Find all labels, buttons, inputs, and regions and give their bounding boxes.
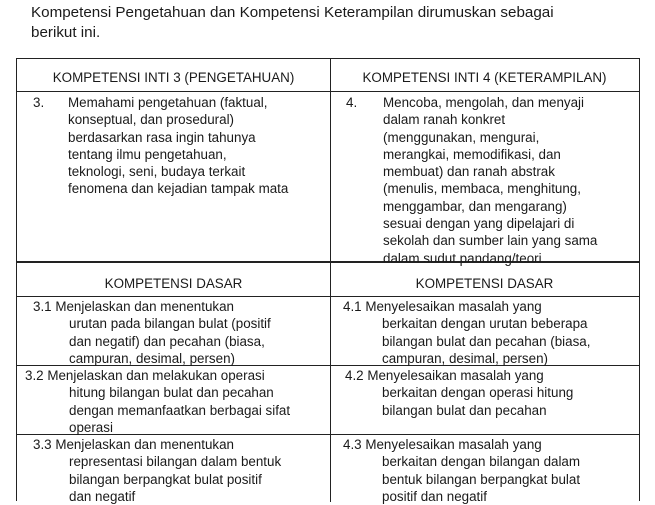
ki-column-divider	[330, 59, 331, 261]
ki3-line: tentang ilmu pengetahuan,	[68, 146, 227, 162]
ki-header-left: KOMPETENSI INTI 3 (PENGETAHUAN)	[52, 70, 295, 85]
kd-line: campuran, desimal, persen)	[69, 350, 235, 366]
kd-line: berkaitan dengan bilangan dalam	[382, 454, 581, 470]
ki4-line: (menulis, membaca, menghitung,	[383, 181, 581, 197]
ki3-line: konseptual, dan prosedural)	[68, 112, 235, 128]
kd-line: 3.2 Menjelaskan dan melakukan operasi	[25, 368, 265, 383]
ki-header-divider	[17, 91, 639, 92]
kd-header-divider	[17, 296, 639, 297]
kd-line: dan negatif) dan pecahan (biasa,	[69, 333, 265, 349]
ki4-number: 4.	[346, 95, 358, 110]
ki4-line: sekolah dan sumber lain yang sama	[383, 233, 598, 249]
intro-line-2: berikut ini.	[31, 24, 101, 41]
kd-line: dengan memanfaatkan berbagai sifat	[69, 402, 291, 418]
kd-line: urutan pada bilangan bulat (positif	[69, 316, 271, 332]
ki4-line: sesuai dengan yang dipelajari di	[383, 216, 575, 232]
intro-line-1: Kompetensi Pengetahuan dan Kompetensi Keterampilan dirumuskan sebagai	[31, 4, 554, 21]
ki3-number: 3.	[33, 95, 45, 110]
kd-4-2	[345, 367, 573, 419]
kd-line: berkaitan dengan urutan beberapa	[382, 316, 588, 332]
ki4-line: (menggunakan, mengurai,	[383, 129, 540, 145]
ki4-line: membuat) dan ranah abstrak	[383, 164, 555, 180]
ki3-line: berdasarkan rasa ingin tahunya	[68, 129, 256, 145]
ki4-line: merangkai, memodifikasi, dan	[383, 146, 561, 162]
ki3-line: teknologi, seni, budaya terkait	[68, 164, 246, 180]
kd-line: positif dan negatif	[382, 488, 487, 504]
kd-line: 4.1 Menyelesaikan masalah yang	[343, 299, 542, 314]
kd-line: berkaitan dengan operasi hitung	[382, 385, 574, 401]
kd-line: 3.1 Menjelaskan dan menentukan	[33, 299, 234, 314]
kd-line: 4.2 Menyelesaikan masalah yang	[345, 368, 544, 383]
kd-3-2	[25, 367, 290, 436]
ki-table	[16, 58, 640, 266]
kd-4-3	[343, 436, 580, 505]
kd-line: bilangan berpangkat bulat positif	[69, 471, 262, 487]
ki4-line: menggambar, dan mengarang)	[383, 198, 567, 214]
ki-header-right: KOMPETENSI INTI 4 (KETERAMPILAN)	[362, 70, 607, 85]
kd-line: 4.3 Menyelesaikan masalah yang	[343, 437, 542, 452]
kd-line: bilangan bulat dan pecahan	[382, 402, 547, 418]
kd-table	[16, 262, 640, 504]
kd-line: dan negatif	[69, 488, 136, 504]
kd-column-divider	[330, 263, 331, 502]
kd-line: bilangan bulat dan pecahan (biasa,	[382, 333, 591, 349]
kd-header-left: KOMPETENSI DASAR	[104, 276, 243, 291]
intro-paragraph	[31, 3, 631, 43]
kd-line: campuran, desimal, persen)	[382, 350, 548, 366]
kd-4-1	[343, 298, 590, 367]
kd-line: operasi	[69, 419, 113, 435]
ki4-line: Mencoba, mengolah, dan menyaji	[383, 95, 584, 110]
kd-line: 3.3 Menjelaskan dan menentukan	[33, 437, 234, 452]
ki4-line: dalam sudut pandang/teori	[383, 250, 542, 266]
kd-line: bentuk bilangan berpangkat bulat	[382, 471, 581, 487]
ki3-description	[68, 94, 288, 198]
kd-header-right: KOMPETENSI DASAR	[415, 276, 554, 291]
kd-3-3	[33, 436, 281, 505]
kd-3-1	[33, 298, 271, 367]
kd-line: hitung bilangan bulat dan pecahan	[69, 385, 274, 401]
ki3-line: Memahami pengetahuan (faktual,	[68, 95, 268, 110]
ki4-line: dalam ranah konkret	[383, 112, 506, 128]
ki3-line: fenomena dan kejadian tampak mata	[68, 181, 289, 197]
kd-line: representasi bilangan dalam bentuk	[69, 454, 282, 470]
ki4-description	[383, 94, 597, 267]
